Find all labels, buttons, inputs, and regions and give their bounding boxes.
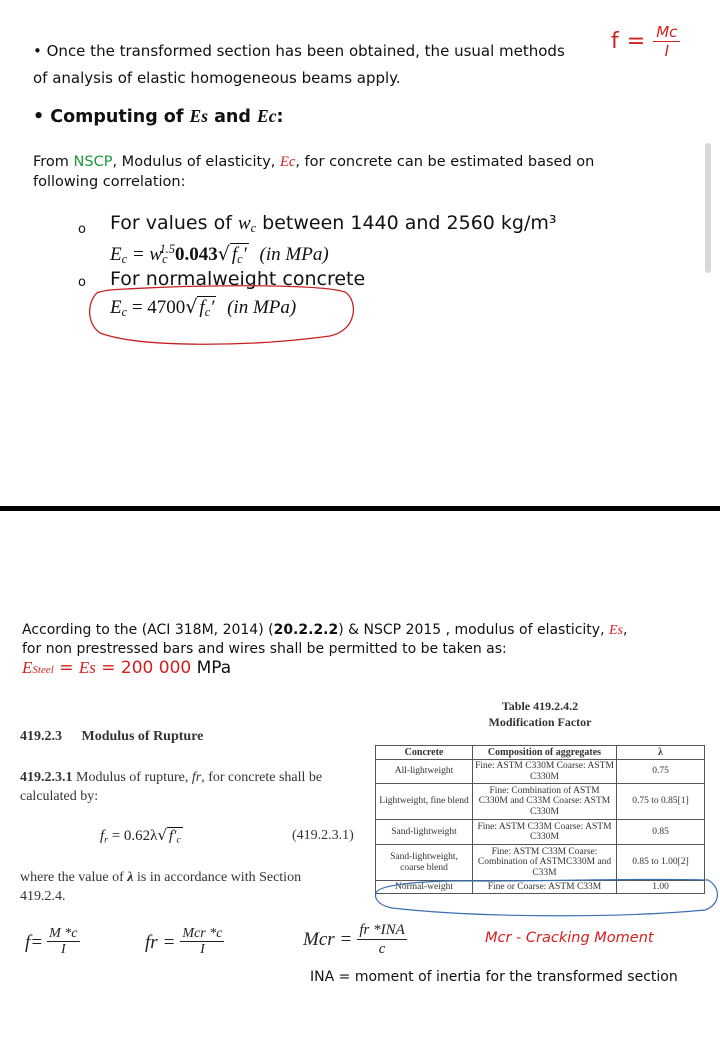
equation-number: (419.2.3.1) (292, 828, 354, 843)
section-heading: • Computing of Es and Ec: (33, 106, 284, 127)
formula-f-moment: f= $\frac{M *c}{I}$ (25, 926, 78, 958)
ina-definition: INA = moment of inertia for the transformed section (310, 969, 678, 985)
sqrt-symbol: √ (157, 826, 168, 844)
table-row: Normal-weight Fine or Coarse: ASTM C33M 1.00 (376, 881, 705, 894)
sqrt-symbol: √ (185, 296, 198, 318)
rupture-paragraph: 419.2.3.1 Modulus of rupture, fr, for concrete shall be calculated by: (20, 770, 323, 804)
ec-formula-2: $E_c = 4700√$ $f_c'$ (in MPa) (110, 296, 297, 320)
mcr-label: Mcr - Cracking Moment (485, 930, 654, 946)
modification-factor-table: Concrete Composition of aggregates λ All-lightweight Fine: ASTM C330M Coarse: ASTM C330M 0.75 Lightweight, fine blend Fine: Combination of ASTM C330M and C33M Coarse: ASTM C330M 0.75 to 0.85[1] Sand-lightweight Fine: ASTM C33M Coarse: ASTM C330M 0.85 Sand-lightweight, coarse blend Fine: ASTM C33M Coarse: Combination of ASTMC330M and C33M 0.85 to 1.00[2] Normal-weight Fine or Coarse: ASTM C33M 1.00 (375, 745, 705, 894)
fr-formula-code: $f_r = 0.62\lambda√$ $f'_c$ (100, 826, 181, 846)
where-paragraph: where the value of λ is in accordance with Section 419.2.4. (20, 870, 302, 904)
nscp-link: NSCP (73, 154, 113, 170)
formula-mcr: Mcr = $\frac{\text{fr *INA}}{c}$ (303, 922, 405, 957)
list-bullet-circle: o (78, 275, 86, 290)
ec-formula-1: $E_c = w_c^{1.5}0.043√$ $f_c'$ (in MPa) (110, 242, 329, 266)
table-title: Table 419.2.4.2 Modification Factor (488, 699, 592, 729)
sqrt-symbol: √ (217, 242, 230, 265)
formula-fr: fr = $\frac{\text{Mcr *c}}{I}$ (145, 926, 223, 958)
table-row: Lightweight, fine blend Fine: Combination of ASTM C330M and C33M Coarse: ASTM C330M 0.75 to 0.85[1] (376, 784, 705, 820)
bullet-paragraph-1: • Once the transformed section has been obtained, the usual methods of analysis of elastic homogeneous beams apply. (33, 42, 565, 87)
table-row: Sand-lightweight Fine: ASTM C33M Coarse: ASTM C330M 0.85 (376, 820, 705, 845)
list-item-2: For normalweight concrete (110, 268, 366, 290)
aci-paragraph: According to the (ACI 318M, 2014) (20.2.2.2) & NSCP 2015 , modulus of elasticity, Es, for non prestressed bars and wires shall be permitted to be taken as: (22, 622, 628, 657)
bullet-dot: • (33, 42, 47, 60)
section-heading-rupture: 419.2.3 Modulus of Rupture (20, 729, 204, 744)
table-row: All-lightweight Fine: ASTM C330M Coarse: ASTM C330M 0.75 (376, 760, 705, 784)
intro-paragraph: From NSCP, Modulus of elasticity, Ec, for concrete can be estimated based on following correlation: (33, 154, 595, 190)
bullet-dot: • (33, 107, 51, 127)
table-row: Sand-lightweight, coarse blend Fine: ASTM C33M Coarse: Combination of ASTMC330M and C33M 0.85 to 1.00[2] (376, 845, 705, 881)
flexure-formula: f = $\frac{Mc}{I}$ (611, 24, 680, 60)
list-item-1: For values of $w_c$ between 1440 and 2560 kg/m³ (110, 212, 557, 236)
esteel-line: ESteel = Es = 200 000 MPa (22, 658, 232, 678)
list-bullet-circle: o (78, 222, 86, 237)
